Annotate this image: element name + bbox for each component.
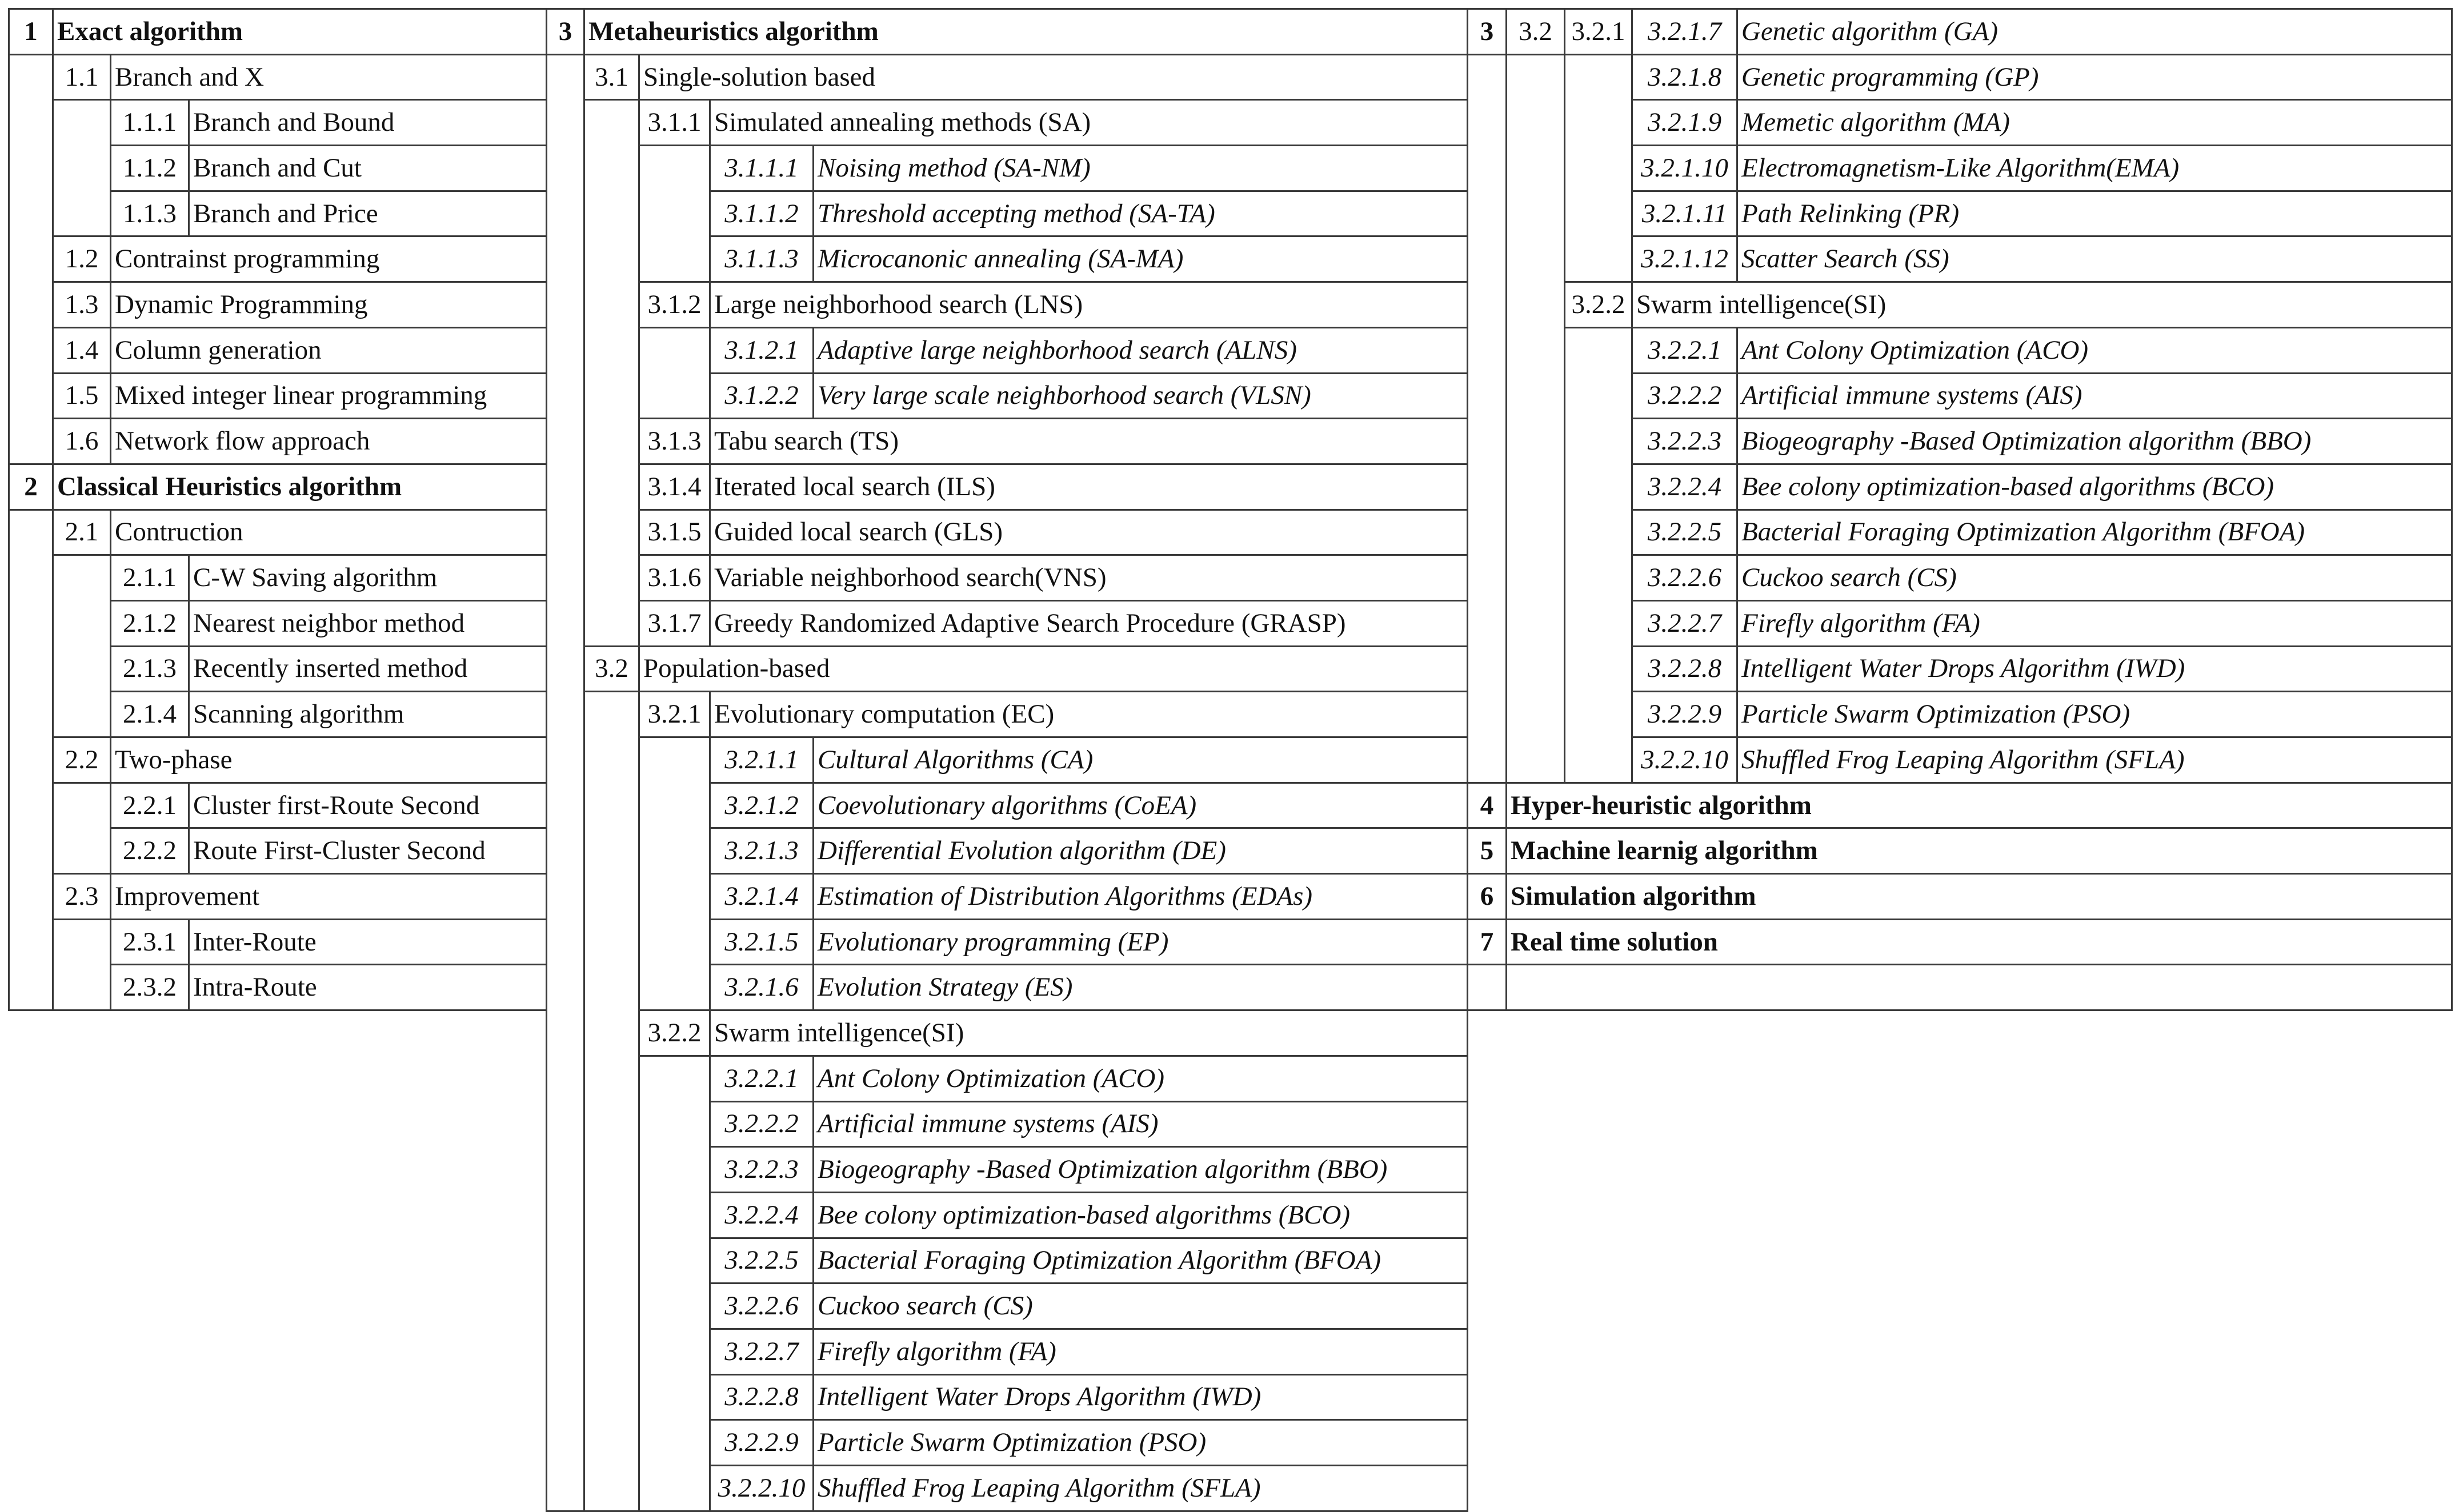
level-3-label: Route First-Cluster Second [189,828,547,874]
taxonomy-row [9,737,547,783]
level-1-number: 6 [1468,874,1507,920]
blank-cell [1507,965,2452,1010]
level-1-label: Metaheuristics algorithm [584,9,1468,55]
level-4-label: Bacterial Foraging Optimization Algorithm (BFOA) [1737,510,2452,555]
taxonomy-row [9,919,547,965]
level-4-label: Scatter Search (SS) [1737,236,2452,282]
blank-cell [9,510,53,1010]
level-4-label: Memetic algorithm (MA) [1737,100,2452,146]
level-4-label: Differential Evolution algorithm (DE) [814,828,1468,874]
level-4-number: 3.2.2.9 [710,1420,814,1466]
taxonomy-row [9,9,547,55]
blank-cell [53,919,111,1010]
level-1-label: Hyper-heuristic algorithm [1507,783,2452,828]
level-1-number: 2 [9,464,53,510]
level-3-label: Swarm intelligence(SI) [710,1010,1468,1056]
level-4-number: 3.2.1.9 [1632,100,1737,146]
level-4-label: Adaptive large neighborhood search (ALNS) [814,327,1468,373]
level-4-label: Particle Swarm Optimization (PSO) [1737,692,2452,737]
level-4-number: 3.2.2.5 [1632,510,1737,555]
taxonomy-row [547,54,1468,100]
level-3-label: Variable neighborhood search(VNS) [710,555,1468,601]
level-1-label: Real time solution [1507,919,2452,965]
blank-cell [53,555,111,737]
taxonomy-row [547,600,1468,646]
level-2-label: Improvement [111,874,547,920]
level-3-number: 3.1.3 [639,419,710,464]
level-2-number: 2.3 [53,874,111,920]
taxonomy-row [1468,327,2452,373]
level-4-label: Intelligent Water Drops Algorithm (IWD) [814,1374,1468,1420]
level-3-number: 3.2.1 [1565,9,1632,55]
level-4-number: 3.2.2.7 [710,1329,814,1374]
taxonomy-row [547,282,1468,328]
level-2-label: Population-based [639,646,1468,692]
blank-cell [584,100,639,646]
taxonomy-row [9,510,547,555]
level-1-number: 3 [547,9,584,55]
level-4-number: 3.1.1.1 [710,146,814,191]
level-3-number: 3.1.4 [639,464,710,510]
level-4-number: 3.2.1.11 [1632,191,1737,236]
taxonomy-row [547,327,1468,373]
level-3-number: 3.2.1 [639,692,710,737]
taxonomy-row [1468,828,2452,874]
taxonomy-row [547,646,1468,692]
level-3-label: Nearest neighbor method [189,600,547,646]
level-3-label: Branch and Price [189,191,547,236]
level-3-label: Simulated annealing methods (SA) [710,100,1468,146]
level-4-number: 3.2.1.8 [1632,54,1737,100]
level-4-number: 3.1.1.2 [710,191,814,236]
level-3-label: C-W Saving algorithm [189,555,547,601]
level-4-number: 3.2.2.3 [1632,419,1737,464]
taxonomy-row [547,737,1468,783]
level-4-number: 3.2.2.8 [1632,646,1737,692]
taxonomy-row [9,327,547,373]
taxonomy-row [9,236,547,282]
level-4-label: Electromagnetism-Like Algorithm(EMA) [1737,146,2452,191]
level-4-number: 3.2.2.9 [1632,692,1737,737]
level-4-label: Genetic programming (GP) [1737,54,2452,100]
level-2-number: 2.2 [53,737,111,783]
level-3-number: 3.2.2 [1565,282,1632,328]
level-4-label: Estimation of Distribution Algorithms (EDAs) [814,874,1468,920]
level-4-label: Threshold accepting method (SA-TA) [814,191,1468,236]
level-4-label: Genetic algorithm (GA) [1737,9,2452,55]
taxonomy-row [1468,919,2452,965]
level-4-label: Cuckoo search (CS) [814,1284,1468,1329]
level-3-number: 2.3.1 [111,919,189,965]
level-4-label: Intelligent Water Drops Algorithm (IWD) [1737,646,2452,692]
level-4-number: 3.2.1.7 [1632,9,1737,55]
blank-cell [9,54,53,464]
level-2-label: Mixed integer linear programming [111,373,547,419]
level-4-number: 3.2.2.1 [1632,327,1737,373]
level-4-label: Artificial immune systems (AIS) [814,1101,1468,1147]
level-1-label: Simulation algorithm [1507,874,2452,920]
taxonomy-row [547,555,1468,601]
taxonomy-panel-left [8,8,547,1011]
level-3-number: 2.1.1 [111,555,189,601]
level-2-label: Contruction [111,510,547,555]
level-3-label: Guided local search (GLS) [710,510,1468,555]
level-3-number: 3.1.6 [639,555,710,601]
level-3-label: Tabu search (TS) [710,419,1468,464]
level-3-label: Recently inserted method [189,646,547,692]
level-2-number: 1.2 [53,236,111,282]
level-4-number: 3.2.2.10 [1632,737,1737,783]
level-3-number: 1.1.1 [111,100,189,146]
taxonomy-row [9,54,547,100]
taxonomy-row [1468,965,2452,1010]
level-1-label: Classical Heuristics algorithm [53,464,547,510]
level-4-number: 3.2.2.4 [1632,464,1737,510]
taxonomy-row [1468,783,2452,828]
level-4-label: Cuckoo search (CS) [1737,555,2452,601]
level-4-number: 3.2.2.3 [710,1147,814,1193]
blank-cell [53,100,111,236]
level-1-number: 5 [1468,828,1507,874]
level-4-label: Bee colony optimization-based algorithms (BCO) [1737,464,2452,510]
level-3-label: Iterated local search (ILS) [710,464,1468,510]
level-4-number: 3.2.1.3 [710,828,814,874]
blank-cell [1468,965,1507,1010]
level-3-number: 3.1.7 [639,600,710,646]
blank-cell [1468,54,1507,783]
level-2-number: 3.1 [584,54,639,100]
taxonomy-row [9,464,547,510]
level-4-number: 3.2.1.4 [710,874,814,920]
level-4-number: 3.2.1.12 [1632,236,1737,282]
blank-cell [1565,327,1632,783]
level-2-label: Column generation [111,327,547,373]
level-4-label: Very large scale neighborhood search (VLSN) [814,373,1468,419]
level-4-number: 3.2.1.1 [710,737,814,783]
taxonomy-row [1468,874,2452,920]
level-4-number: 3.2.1.5 [710,919,814,965]
level-3-label: Scanning algorithm [189,692,547,737]
level-2-label: Branch and X [111,54,547,100]
blank-cell [1565,54,1632,282]
taxonomy-row [1468,54,2452,100]
level-3-label: Large neighborhood search (LNS) [710,282,1468,328]
taxonomy-row [547,1010,1468,1056]
level-4-label: Evolution Strategy (ES) [814,965,1468,1010]
level-3-number: 2.1.4 [111,692,189,737]
level-3-label: Inter-Route [189,919,547,965]
taxonomy-row [9,555,547,601]
taxonomy-row [1468,9,2452,55]
level-2-label: Contrainst programming [111,236,547,282]
level-4-label: Firefly algorithm (FA) [1737,600,2452,646]
level-4-label: Firefly algorithm (FA) [814,1329,1468,1374]
taxonomy-row [9,282,547,328]
level-2-number: 1.1 [53,54,111,100]
level-3-label: Branch and Bound [189,100,547,146]
level-2-label: Dynamic Programming [111,282,547,328]
level-3-number: 1.1.2 [111,146,189,191]
taxonomy-row [9,874,547,920]
level-2-number: 1.5 [53,373,111,419]
taxonomy-row [547,692,1468,737]
taxonomy-row [9,100,547,146]
taxonomy-row [547,510,1468,555]
level-4-label: Bacterial Foraging Optimization Algorithm (BFOA) [814,1238,1468,1284]
level-1-label: Machine learnig algorithm [1507,828,2452,874]
level-1-number: 1 [9,9,53,55]
level-4-number: 3.2.2.7 [1632,600,1737,646]
level-3-number: 3.1.1 [639,100,710,146]
level-3-number: 3.2.2 [639,1010,710,1056]
level-4-label: Microcanonic annealing (SA-MA) [814,236,1468,282]
level-4-number: 3.2.2.6 [1632,555,1737,601]
level-4-number: 3.1.1.3 [710,236,814,282]
level-4-number: 3.2.1.2 [710,783,814,828]
level-3-number: 3.1.5 [639,510,710,555]
level-4-label: Path Relinking (PR) [1737,191,2452,236]
taxonomy-row [547,464,1468,510]
level-1-number: 7 [1468,919,1507,965]
taxonomy-panel-right [1467,8,2453,1011]
blank-cell [1507,54,1565,783]
level-4-label: Noising method (SA-NM) [814,146,1468,191]
level-4-number: 3.1.2.2 [710,373,814,419]
level-3-label: Cluster first-Route Second [189,783,547,828]
level-2-number: 3.2 [1507,9,1565,55]
level-3-label: Evolutionary computation (EC) [710,692,1468,737]
level-3-number: 3.1.2 [639,282,710,328]
level-4-label: Cultural Algorithms (CA) [814,737,1468,783]
blank-cell [639,146,710,282]
level-3-number: 2.1.2 [111,600,189,646]
blank-cell [584,692,639,1511]
blank-cell [639,737,710,1010]
taxonomy-row [547,1056,1468,1101]
level-4-number: 3.2.2.2 [1632,373,1737,419]
taxonomy-row [9,783,547,828]
level-4-label: Coevolutionary algorithms (CoEA) [814,783,1468,828]
level-4-number: 3.2.2.10 [710,1466,814,1511]
taxonomy-row [547,100,1468,146]
level-4-number: 3.2.2.2 [710,1101,814,1147]
blank-cell [547,54,584,1511]
taxonomy-row [1468,282,2452,328]
level-1-number: 4 [1468,783,1507,828]
level-3-label: Branch and Cut [189,146,547,191]
level-2-number: 1.4 [53,327,111,373]
level-4-label: Artificial immune systems (AIS) [1737,373,2452,419]
level-3-label: Greedy Randomized Adaptive Search Procedure (GRASP) [710,600,1468,646]
level-1-label: Exact algorithm [53,9,547,55]
taxonomy-row [9,373,547,419]
level-4-label: Biogeography -Based Optimization algorithm (BBO) [814,1147,1468,1193]
taxonomy-row [9,419,547,464]
level-2-number: 1.6 [53,419,111,464]
level-4-label: Bee colony optimization-based algorithms (BCO) [814,1192,1468,1238]
level-4-label: Ant Colony Optimization (ACO) [1737,327,2452,373]
level-2-number: 2.1 [53,510,111,555]
level-2-number: 3.2 [584,646,639,692]
level-4-number: 3.2.2.1 [710,1056,814,1101]
level-4-number: 3.1.2.1 [710,327,814,373]
level-3-label: Intra-Route [189,965,547,1010]
level-3-number: 2.2.2 [111,828,189,874]
taxonomy-row [547,419,1468,464]
blank-cell [639,327,710,418]
taxonomy-panel-middle [546,8,1468,1512]
level-4-label: Ant Colony Optimization (ACO) [814,1056,1468,1101]
level-4-number: 3.2.2.8 [710,1374,814,1420]
level-4-number: 3.2.2.6 [710,1284,814,1329]
level-4-label: Biogeography -Based Optimization algorithm (BBO) [1737,419,2452,464]
level-4-number: 3.2.2.4 [710,1192,814,1238]
level-4-number: 3.2.2.5 [710,1238,814,1284]
level-3-number: 2.1.3 [111,646,189,692]
level-2-label: Single-solution based [639,54,1468,100]
blank-cell [53,783,111,873]
level-4-number: 3.2.1.10 [1632,146,1737,191]
level-3-label: Swarm intelligence(SI) [1632,282,2452,328]
taxonomy-row [547,146,1468,191]
level-4-label: Shuffled Frog Leaping Algorithm (SFLA) [814,1466,1468,1511]
taxonomy-row [547,9,1468,55]
level-2-label: Two-phase [111,737,547,783]
level-4-number: 3.2.1.6 [710,965,814,1010]
blank-cell [639,1056,710,1511]
level-4-label: Shuffled Frog Leaping Algorithm (SFLA) [1737,737,2452,783]
level-4-label: Evolutionary programming (EP) [814,919,1468,965]
level-3-number: 2.3.2 [111,965,189,1010]
level-4-label: Particle Swarm Optimization (PSO) [814,1420,1468,1466]
level-2-label: Network flow approach [111,419,547,464]
level-2-number: 1.3 [53,282,111,328]
level-1-number: 3 [1468,9,1507,55]
level-3-number: 1.1.3 [111,191,189,236]
level-3-number: 2.2.1 [111,783,189,828]
